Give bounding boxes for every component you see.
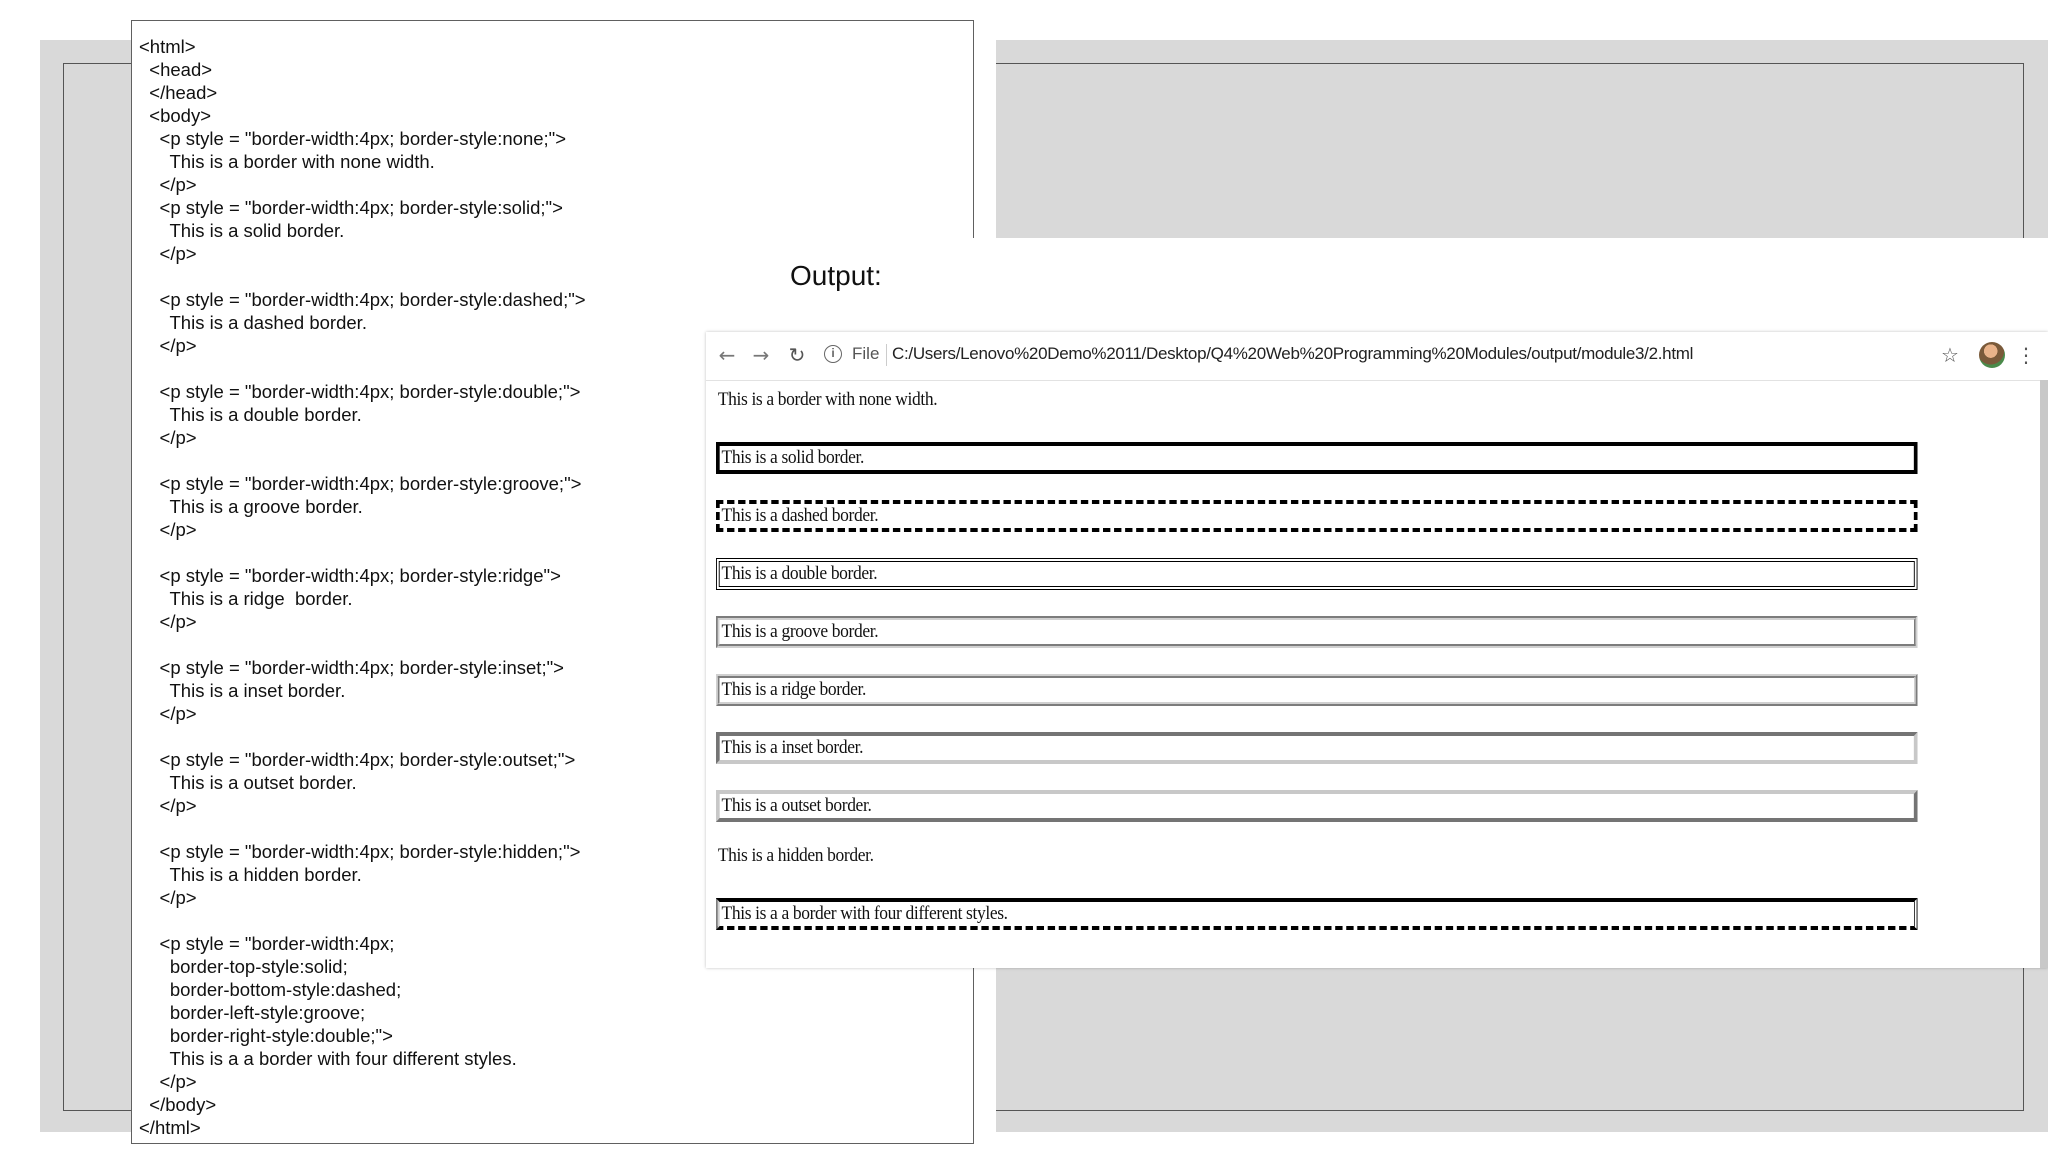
reload-icon[interactable]: ↻: [788, 343, 806, 367]
url-file-label: File: [852, 344, 880, 363]
code-line: This is a double border.: [139, 404, 362, 425]
code-line: border-left-style:groove;: [139, 1002, 366, 1023]
code-line: This is a dashed border.: [139, 312, 367, 333]
code-line: This is a ridge border.: [139, 588, 353, 609]
code-line: <p style = "border-width:4px; border-style:solid;">: [139, 197, 563, 218]
code-line: </p>: [139, 611, 197, 632]
code-line: <body>: [139, 105, 212, 126]
code-line: </p>: [139, 174, 197, 195]
code-line: <p style = "border-width:4px; border-style:double;">: [139, 381, 581, 402]
code-line: This is a outset border.: [139, 772, 357, 793]
code-line: border-bottom-style:dashed;: [139, 979, 402, 1000]
code-line: This is a a border with four different styles.: [139, 1048, 517, 1069]
demo-hidden-border: This is a hidden border.: [717, 845, 874, 866]
code-line: </head>: [139, 82, 218, 103]
forward-arrow-icon[interactable]: →: [752, 343, 770, 367]
code-line: <p style = "border-width:4px; border-style:outset;">: [139, 749, 576, 770]
code-line: </p>: [139, 1071, 197, 1092]
code-line: </p>: [139, 795, 197, 816]
slide-frame-left: [63, 63, 135, 1111]
code-line: <p style = "border-width:4px; border-style:dashed;">: [139, 289, 586, 310]
demo-inset-border: This is a inset border.: [716, 732, 1918, 764]
back-arrow-icon[interactable]: ←: [718, 343, 736, 367]
code-line: </p>: [139, 887, 197, 908]
code-line: border-right-style:double;">: [139, 1025, 393, 1046]
code-line: <p style = "border-width:4px; border-style:hidden;">: [139, 841, 581, 862]
code-line: </p>: [139, 427, 197, 448]
code-line: <p style = "border-width:4px; border-style:groove;">: [139, 473, 582, 494]
code-line: This is a hidden border.: [139, 864, 362, 885]
code-line: </body>: [139, 1094, 217, 1115]
code-line: </p>: [139, 243, 197, 264]
star-icon[interactable]: ☆: [1941, 343, 1959, 367]
scrollbar[interactable]: [2040, 380, 2048, 968]
browser-toolbar: [706, 332, 2048, 381]
demo-none-border: This is a border with none width.: [717, 389, 938, 410]
demo-solid-border: This is a solid border.: [716, 442, 1918, 474]
code-line: <p style = "border-width:4px; border-style:inset;">: [139, 657, 564, 678]
demo-ridge-border: This is a ridge border.: [716, 674, 1918, 706]
code-line: This is a border with none width.: [139, 151, 435, 172]
info-icon[interactable]: i: [824, 345, 842, 363]
menu-icon[interactable]: ⋮: [2016, 343, 2036, 367]
demo-dashed-border: This is a dashed border.: [716, 500, 1918, 532]
demo-mixed-border: This is a a border with four different styles.: [716, 898, 1918, 930]
code-line: This is a groove border.: [139, 496, 363, 517]
code-line: <p style = "border-width:4px; border-style:ridge">: [139, 565, 561, 586]
url-separator: [886, 344, 887, 366]
demo-outset-border: This is a outset border.: [716, 790, 1918, 822]
demo-double-border: This is a double border.: [716, 558, 1918, 590]
output-label: Output:: [790, 260, 882, 291]
code-line: This is a inset border.: [139, 680, 346, 701]
code-line: <head>: [139, 59, 213, 80]
code-line: </p>: [139, 703, 197, 724]
address-bar[interactable]: C:/Users/Lenovo%20Demo%2011/Desktop/Q4%20Web%20Programming%20Modules/output/module3/2.html: [892, 344, 1694, 363]
code-line: <html>: [139, 36, 196, 57]
browser-window: [706, 332, 2048, 968]
code-line: This is a solid border.: [139, 220, 345, 241]
avatar[interactable]: [1979, 342, 2005, 368]
code-line: </p>: [139, 335, 197, 356]
code-line: <p style = "border-width:4px; border-style:none;">: [139, 128, 567, 149]
code-line: </html>: [139, 1117, 201, 1138]
code-line: <p style = "border-width:4px;: [139, 933, 395, 954]
code-line: border-top-style:solid;: [139, 956, 348, 977]
code-line: </p>: [139, 519, 197, 540]
demo-groove-border: This is a groove border.: [716, 616, 1918, 648]
